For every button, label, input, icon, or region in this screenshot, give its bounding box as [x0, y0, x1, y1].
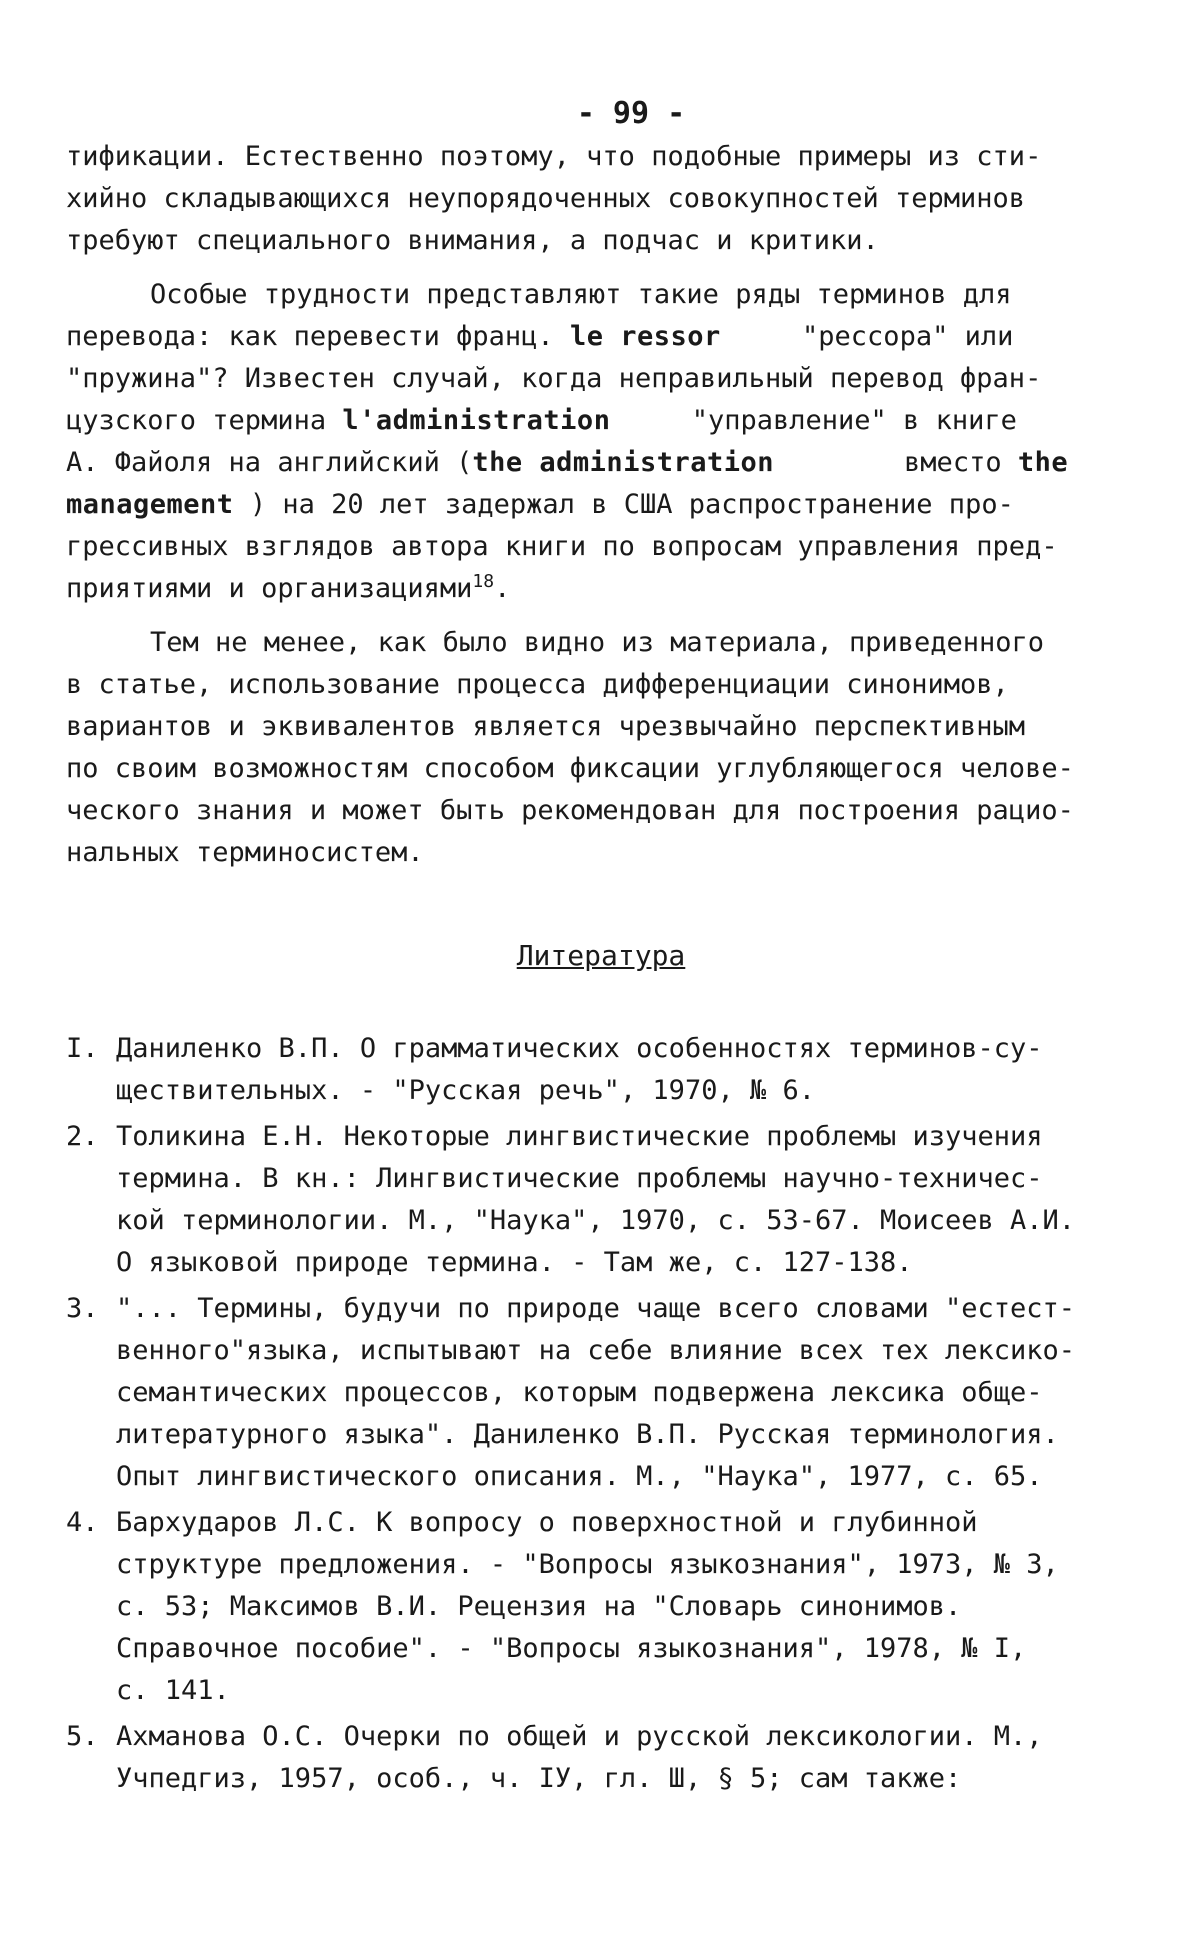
text-line [66, 484, 1136, 526]
text-fragment: ) на 20 лет задержал в США распространение про- [249, 489, 1014, 520]
document-page [66, 92, 1136, 1804]
text-line: кой терминологии. М., "Наука", 1970, с. 53-67. Моисеев А.И. [116, 1205, 1076, 1236]
text-line: семантических процессов, которым подвержена лексика обще- [116, 1377, 1043, 1408]
reference-number: 3. [66, 1293, 99, 1324]
page-number: - 99 - [576, 96, 686, 131]
reference-text [116, 1502, 1136, 1712]
text-line: ществительных. - "Русская речь", 1970, № 6. [116, 1075, 815, 1106]
text-line: в статье, использование процесса дифференциации синонимов, [66, 669, 1009, 700]
reference-number: 5. [66, 1721, 99, 1752]
reference-text [116, 1716, 1136, 1800]
text-fragment: цузского термина [66, 405, 327, 436]
text-line: термина. В кн.: Лингвистические проблемы научно-техничес- [116, 1163, 1043, 1194]
text-line: Опыт лингвистического описания. М., "Наука", 1977, с. 65. [116, 1461, 1043, 1492]
paragraph-2 [66, 274, 1136, 610]
text-line: Бархударов Л.С. К вопросу о поверхностной и глубинной [116, 1507, 978, 1538]
text-line [66, 316, 1136, 358]
text-line: Справочное пособие". - "Вопросы языкознания", 1978, № I, [116, 1633, 1027, 1664]
reference-number: I. [66, 1033, 99, 1064]
text-line: с. 53; Максимов В.И. Рецензия на "Словарь синонимов. [116, 1591, 962, 1622]
text-fragment: . [494, 573, 511, 604]
text-line [66, 442, 1136, 484]
text-fragment: перевода: как перевести франц. [66, 321, 554, 352]
text-line: вариантов и эквивалентов является чрезвычайно перспективным [66, 711, 1026, 742]
reference-number: 4. [66, 1507, 99, 1538]
text-line: требуют специального внимания, а подчас и критики. [66, 225, 879, 256]
references-heading: Литература [516, 939, 686, 972]
english-term: management [66, 489, 234, 520]
english-term: the [1017, 447, 1069, 478]
text-line: Учпедгиз, 1957, особ., ч. IУ, гл. Ш, § 5; сам также: [116, 1763, 962, 1794]
reference-item [66, 1502, 1136, 1712]
text-line: Ахманова О.С. Очерки по общей и русской лексикологии. М., [116, 1721, 1043, 1752]
text-line: структуре предложения. - "Вопросы языкознания", 1973, № 3, [116, 1549, 1059, 1580]
text-line: по своим возможностям способом фиксации углубляющегося челове- [66, 753, 1074, 784]
reference-item [66, 1116, 1136, 1284]
text-line [66, 400, 1136, 442]
text-line [66, 568, 1136, 610]
text-line: Особые трудности представляют такие ряды терминов для [150, 279, 1012, 310]
paragraph-3 [66, 622, 1136, 874]
text-line: с. 141. [116, 1675, 230, 1706]
footnote-marker: 18 [472, 571, 495, 592]
text-line: ческого знания и может быть рекомендован для построения рацио- [66, 795, 1074, 826]
text-line: грессивных взглядов автора книги по вопросам управления пред- [66, 531, 1058, 562]
reference-item [66, 1716, 1136, 1800]
text-line: хийно складывающихся неупорядоченных совокупностей терминов [66, 183, 1026, 214]
text-line: Тем не менее, как было видно из материала, приведенного [150, 627, 1045, 658]
text-line: "пружина"? Известен случай, когда неправильный перевод фран- [66, 363, 1042, 394]
text-line: О языковой природе термина. - Там же, с. 127-138. [116, 1247, 913, 1278]
reference-item [66, 1288, 1136, 1498]
reference-text [116, 1116, 1136, 1284]
text-line: тификации. Естественно поэтому, что подобные примеры из сти- [66, 141, 1042, 172]
paragraph-1 [66, 136, 1136, 262]
reference-text [116, 1288, 1136, 1498]
reference-number: 2. [66, 1121, 99, 1152]
text-line: Даниленко В.П. О грамматических особенностях терминов-су- [116, 1033, 1043, 1064]
text-fragment: "рессора" или [802, 321, 1014, 352]
french-term: l'administration [342, 405, 611, 436]
text-line: литературного языка". Даниленко В.П. Русская терминология. [116, 1419, 1059, 1450]
text-fragment: "управление" в книге [691, 405, 1017, 436]
reference-item [66, 1028, 1136, 1112]
text-line: венного"языка, испытывают на себе влияние всех тех лексико- [116, 1335, 1076, 1366]
french-term: le ressor [569, 321, 721, 352]
reference-text [116, 1028, 1136, 1112]
text-fragment: вместо [904, 447, 1002, 478]
text-fragment: А. Файоля на английский ( [66, 447, 473, 478]
references-list [66, 1028, 1136, 1800]
text-fragment: приятиями и организациями [66, 573, 473, 604]
text-line: "... Термины, будучи по природе чаще всего словами "естест- [116, 1293, 1076, 1324]
english-term: the administration [472, 447, 774, 478]
text-line: Толикина Е.Н. Некоторые лингвистические проблемы изучения [116, 1121, 1043, 1152]
text-line: нальных терминосистем. [66, 837, 424, 868]
